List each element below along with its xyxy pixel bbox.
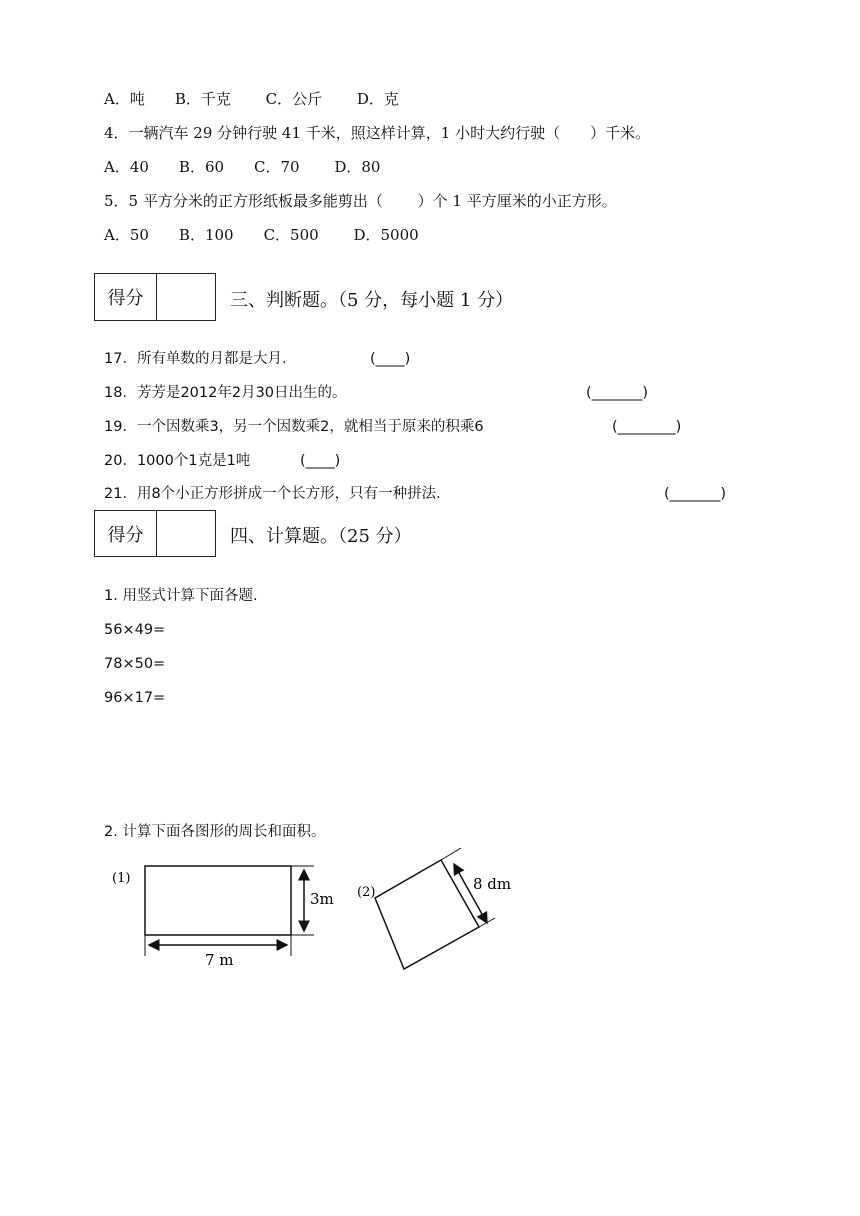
width-label: 7 m [205, 951, 234, 969]
calc-item-1: 56×49= [104, 622, 166, 638]
q4-text: 4．一辆汽车 29 分钟行驶 41 千米，照这样计算，1 小时大约行驶（ ）千米。 [104, 124, 651, 142]
q5-options: A．50 B．100 C．500 D．5000 [104, 226, 419, 244]
figure-1-rectangle [112, 866, 334, 969]
judge-blank-21: (_______) [664, 486, 727, 502]
side-arrow [454, 864, 487, 923]
side-label: 8 dm [473, 875, 512, 893]
judge-blank-19: (________) [612, 419, 682, 435]
judge-item-17: 17．所有单数的月都是大月. [104, 351, 287, 367]
judge-item-18: 18．芳芳是2012年2月30日出生的。 [104, 385, 347, 401]
score-label: 得分 [95, 511, 157, 556]
figure-2-square [357, 848, 511, 969]
figure-2-label: (2) [357, 885, 376, 900]
calc-q2-title: 2. 计算下面各图形的周长和面积。 [104, 824, 326, 840]
judge-item-21: 21．用8个小正方形拼成一个长方形，只有一种拼法. [104, 486, 441, 502]
judge-blank-18: (_______) [586, 385, 649, 401]
section4-title: 四、计算题。（25 分） [230, 526, 412, 547]
calc-q1-title: 1. 用竖式计算下面各题. [104, 588, 258, 604]
figure-1-label: (1) [112, 871, 131, 886]
q4-options: A．40 B．60 C．70 D．80 [104, 158, 381, 176]
score-label: 得分 [95, 274, 157, 320]
calc-item-2: 78×50= [104, 656, 166, 672]
judge-blank-20: (____) [300, 453, 341, 469]
judge-item-20: 20．1000个1克是1吨 [104, 453, 251, 469]
q3-options: A．吨 B．千克 C．公斤 D．克 [104, 90, 399, 108]
height-label: 3m [310, 890, 334, 908]
q5-text: 5．5 平方分米的正方形纸板最多能剪出（ ）个 1 平方厘米的小正方形。 [104, 192, 617, 210]
section3-title: 三、判断题。（5 分，每小题 1 分） [230, 290, 514, 311]
judge-item-19: 19．一个因数乘3，另一个因数乘2，就相当于原来的积乘6 [104, 419, 484, 435]
calc-item-3: 96×17= [104, 690, 166, 706]
judge-blank-17: (____) [370, 351, 411, 367]
